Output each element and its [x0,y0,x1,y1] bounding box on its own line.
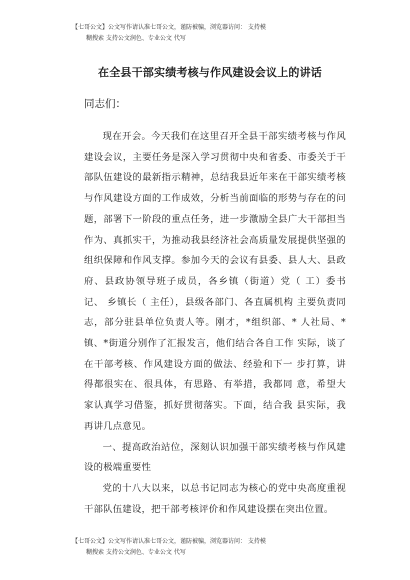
salutation: 同志们： [84,98,126,110]
header-banner [72,22,362,44]
section-heading-1: 一、提高政治站位，深刻认识加强干部实绩考核与作风建设的极端重要性 [84,441,346,474]
paragraph-section-1: 党的十八大以来，以总书记同志为核心的党中央高度重视干部队伍建设，把干部考核评价和作风建设摆在突出位置。 [84,482,346,515]
footer-banner [72,536,362,558]
document-body [84,127,346,520]
paragraph-opening: 现在开会。今天我们在这里召开全县干部实绩考核与作风建设会议，主要任务是深入学习贯彻中央和省委、市委关于干部队伍建设的最新指示精神，总结我县近年来在干部实绩考核与作风建设方面的工作成效，分析当前面临的形势与存在的问题，部署下一阶段的重点任务，进一步激励全县广大干部担当作为、真抓实干，为推动我县经济社会高质量发展提供坚强的组织保障和作风支撑。参加今天的会议有县委、县人大、县政府、县政协领导班子成员，各乡镇（街道）党（ 工）委书记、 乡镇长（ 主任），县级各部门、各直属机构 主要负责同志，部分驻县单位负责人等。刚才，*组织部、* 人社局、*镇、*街道分别作了汇报发言，他们结合各自工作 实际，谈了在干部考核、作风建设方面的做法、经验和下一 步打算，讲得都很实在、很具体，有思路、有举措，我都同 意，希望大家认真学习借鉴，抓好贯彻落实。下面，结合我 县实际，我再讲几点意见。 [84,131,346,432]
document-title: 在全县干部实绩考核与作风建设会议上的讲话 [98,66,322,79]
header-banner-line-1: 【七哥公文】公文写作请认准七哥公文，谨防被骗，浏览器访问： 支持模 [72,24,266,31]
header-banner-line-2: 糊搜索 支持公文润色、专业公文 代写 [86,35,186,42]
footer-banner-line-1: 【七哥公文】公文写作请认准七哥公文，谨防被骗，浏览器访问： 支持模 [72,538,266,545]
footer-banner-line-2: 糊搜索 支持公文润色、专业公文 代写 [86,549,186,556]
